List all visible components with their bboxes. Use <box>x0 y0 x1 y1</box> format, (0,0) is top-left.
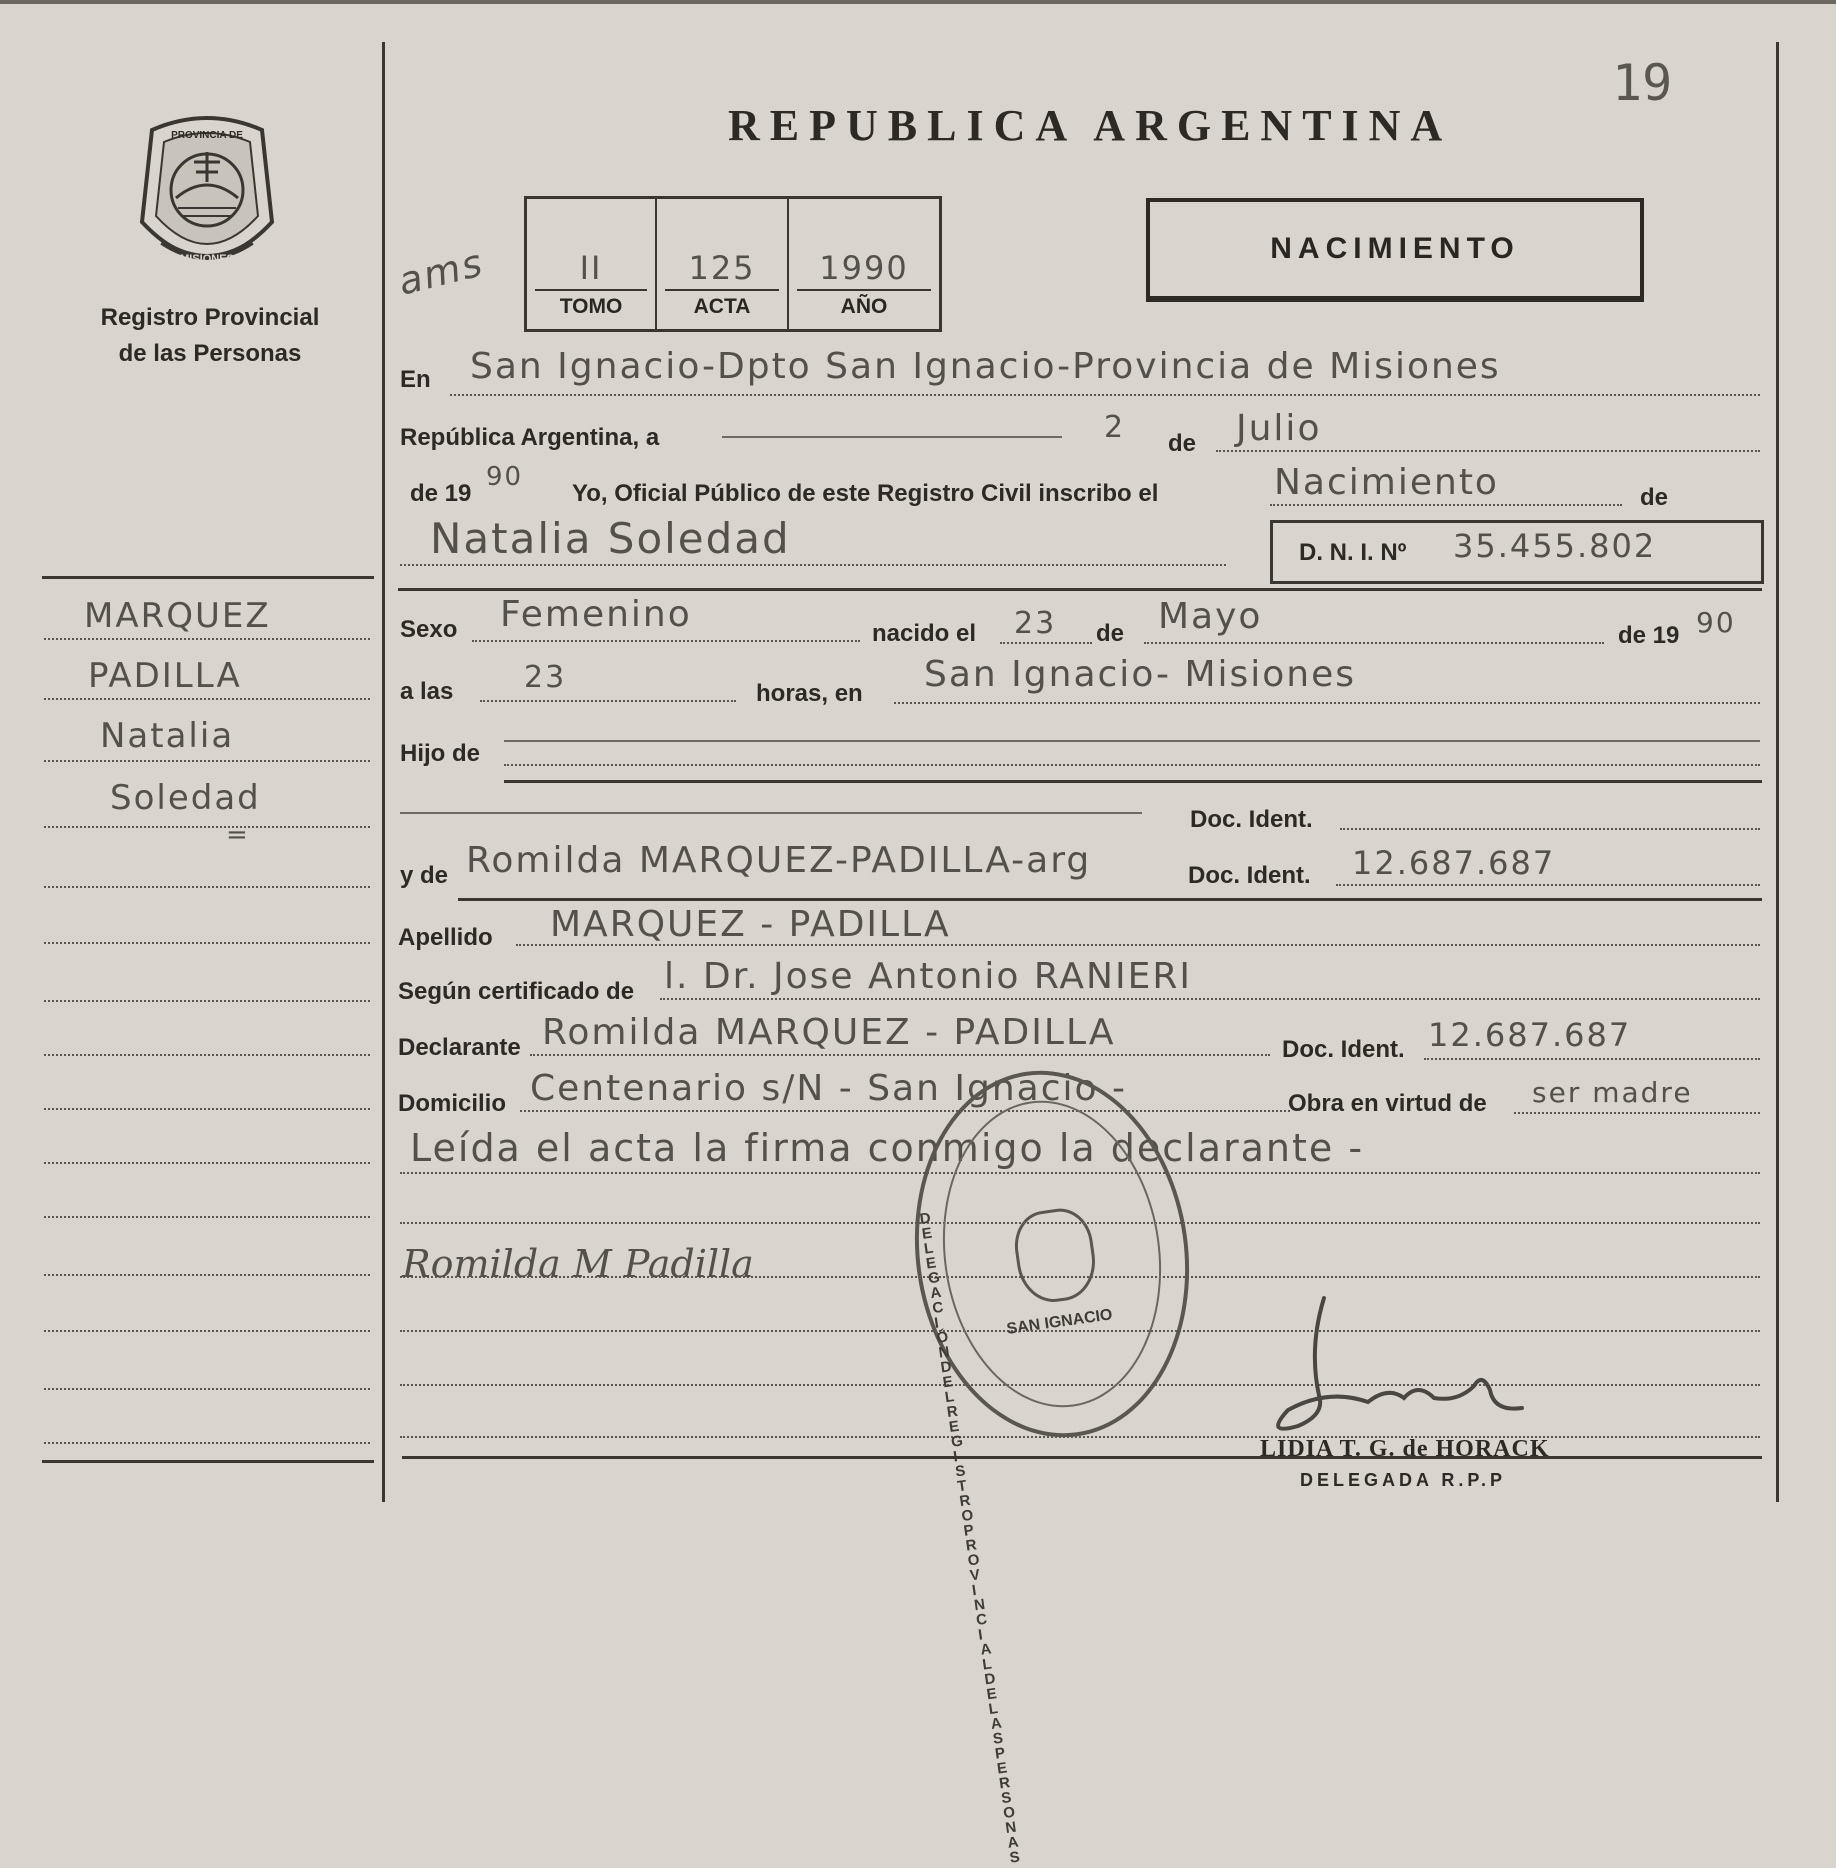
margin-line <box>44 1000 370 1002</box>
margin-line <box>44 1442 370 1444</box>
rule-line <box>400 812 1142 814</box>
doc-ident-label: Doc. Ident. <box>1190 806 1313 833</box>
certifying-doctor: l. Dr. Jose Antonio RANIERI <box>664 956 1192 997</box>
registered-person-name: Natalia Soledad <box>430 514 791 563</box>
hijo-label: Hijo de <box>400 740 481 767</box>
dotted-line <box>400 564 1226 566</box>
doc-ident-label-3: Doc. Ident. <box>1282 1036 1405 1063</box>
de-label: de <box>1168 430 1197 457</box>
dni-box <box>1270 520 1764 584</box>
margin-bottom-rule <box>42 1460 374 1463</box>
dotted-line <box>530 1054 1270 1056</box>
obra-label: Obra en virtud de <box>1288 1090 1487 1117</box>
tomo-cell <box>527 199 657 329</box>
rule-line <box>504 740 1760 742</box>
mother-name: Romilda MARQUEZ-PADILLA-arg <box>466 840 1092 881</box>
margin-end-mark: = <box>226 820 250 850</box>
dotted-line <box>1514 1112 1760 1114</box>
record-type-box <box>1146 198 1644 302</box>
margin-given-name-2: Soledad <box>110 778 261 818</box>
margin-line <box>44 698 370 700</box>
margin-line <box>44 760 370 762</box>
margin-line <box>44 1162 370 1164</box>
stamp-center-text: SAN IGNACIO <box>1005 1306 1114 1338</box>
domicilio-label: Domicilio <box>398 1090 507 1117</box>
year-prefix-label: de 19 <box>410 480 472 507</box>
de-label-3: de <box>1096 620 1125 647</box>
sex-value: Femenino <box>500 594 692 635</box>
acta-cell <box>657 199 789 329</box>
section-rule <box>398 588 1762 591</box>
margin-line <box>44 1216 370 1218</box>
folio-number: 19 <box>1612 54 1673 112</box>
bottom-rule <box>402 1456 1762 1459</box>
margin-line <box>44 1054 370 1056</box>
birth-day: 23 <box>1014 606 1057 641</box>
surname-value: MARQUEZ - PADILLA <box>550 904 951 945</box>
margin-line <box>44 942 370 944</box>
margin-line <box>44 1330 370 1332</box>
registration-day: 2 <box>1104 410 1126 445</box>
right-border-rule <box>1776 42 1779 1502</box>
margin-line <box>44 1108 370 1110</box>
registry-line-1: Registro Provincial <box>100 304 320 331</box>
margin-line <box>44 826 370 828</box>
registration-year: 90 <box>486 462 524 492</box>
alas-label: a las <box>400 678 454 705</box>
cell-divider <box>665 289 779 291</box>
province-seal-icon <box>132 112 282 280</box>
birth-year-prefix: de 19 <box>1618 622 1680 649</box>
record-type: NACIMIENTO <box>1270 232 1520 265</box>
declarante-label: Declarante <box>398 1034 521 1061</box>
republica-label: República Argentina, a <box>400 424 660 451</box>
doc-ident-label-2: Doc. Ident. <box>1188 862 1311 889</box>
acta-value: 125 <box>688 249 756 287</box>
dotted-line <box>1336 884 1760 886</box>
dotted-line <box>504 764 1760 766</box>
dotted-line <box>894 702 1760 704</box>
birth-place: San Ignacio- Misiones <box>924 654 1357 695</box>
top-border <box>0 0 1836 4</box>
stamp-ring-text: DELEGACIÓN DEL REGISTRO PROVINCIAL DE LAS PERSONAS <box>918 1209 1021 1867</box>
certificado-label: Según certificado de <box>398 978 635 1005</box>
closing-statement: Leída el acta la firma conmigo la declarante - <box>410 1126 1365 1170</box>
ano-cell <box>789 199 939 329</box>
dotted-line <box>1340 828 1760 830</box>
registry-line-2: de las Personas <box>118 340 302 367</box>
clerk-initials: ams <box>393 240 489 304</box>
address-value: Centenario s/N - San Ignacio - <box>530 1068 1127 1109</box>
ano-label: AÑO <box>840 295 888 318</box>
dotted-line <box>1144 642 1604 644</box>
en-label: En <box>400 366 431 393</box>
margin-top-rule <box>42 576 374 579</box>
margin-line <box>44 886 370 888</box>
margin-given-name-1: Natalia <box>100 716 235 756</box>
declarant-signature: Romilda M Padilla <box>402 1242 754 1286</box>
cell-divider <box>535 289 647 291</box>
dni-number: 35.455.802 <box>1453 527 1657 565</box>
horas-label: horas, en <box>756 680 863 707</box>
dotted-line <box>1216 450 1760 452</box>
registry-name <box>60 300 360 372</box>
official-stamp <box>892 1053 1213 1867</box>
seal-text-top: PROVINCIA DE <box>171 130 243 141</box>
birth-month: Mayo <box>1158 596 1263 637</box>
birth-hour: 23 <box>524 660 567 695</box>
margin-line <box>44 1274 370 1276</box>
cell-divider <box>797 289 931 291</box>
section-rule <box>458 898 1762 901</box>
sexo-label: Sexo <box>400 616 458 643</box>
dotted-line <box>1270 504 1622 506</box>
statement-text: Yo, Oficial Público de este Registro Civil inscribo el <box>572 480 1159 507</box>
country-title: REPUBLICA ARGENTINA <box>728 101 1453 150</box>
dotted-line <box>520 1110 1290 1112</box>
ano-value: 1990 <box>819 249 909 287</box>
official-signature-icon <box>1268 1290 1538 1440</box>
dotted-line <box>472 640 860 642</box>
dotted-line <box>400 1436 1760 1438</box>
dotted-line <box>1424 1058 1760 1060</box>
birth-year: 90 <box>1696 606 1736 639</box>
capacity-value: ser madre <box>1532 1076 1693 1109</box>
margin-line <box>44 638 370 640</box>
left-column-rule <box>382 42 385 1502</box>
declarant-doc-number: 12.687.687 <box>1428 1016 1632 1054</box>
tomo-label: TOMO <box>559 295 623 318</box>
official-name: LIDIA T. G. de HORACK <box>1260 1436 1550 1462</box>
mother-doc-number: 12.687.687 <box>1352 844 1556 882</box>
registration-month: Julio <box>1236 408 1322 449</box>
dotted-line <box>660 998 1760 1000</box>
yde-label: y de <box>400 862 449 889</box>
apellido-label: Apellido <box>398 924 493 951</box>
dotted-line <box>1000 642 1092 644</box>
registry-table <box>524 196 942 332</box>
acta-label: ACTA <box>693 295 751 318</box>
margin-surname-2: PADILLA <box>88 656 242 696</box>
section-rule <box>504 780 1762 783</box>
declarant-name: Romilda MARQUEZ - PADILLA <box>542 1012 1116 1053</box>
margin-line <box>44 1388 370 1390</box>
nacido-label: nacido el <box>872 620 977 647</box>
dotted-line <box>480 700 736 702</box>
margin-surname-1: MARQUEZ <box>84 596 271 636</box>
tomo-value: II <box>579 249 603 287</box>
rule-line <box>722 436 1062 438</box>
place-of-registration: San Ignacio-Dpto San Ignacio-Provincia de Misiones <box>470 346 1501 387</box>
dni-label: D. N. I. Nº <box>1299 539 1407 566</box>
de-label-2: de <box>1640 484 1669 511</box>
dotted-line <box>450 394 1760 396</box>
seal-text-bottom: MISIONES <box>180 253 234 265</box>
official-title: DELEGADA R.P.P <box>1300 1470 1507 1490</box>
event-type: Nacimiento <box>1274 462 1499 503</box>
